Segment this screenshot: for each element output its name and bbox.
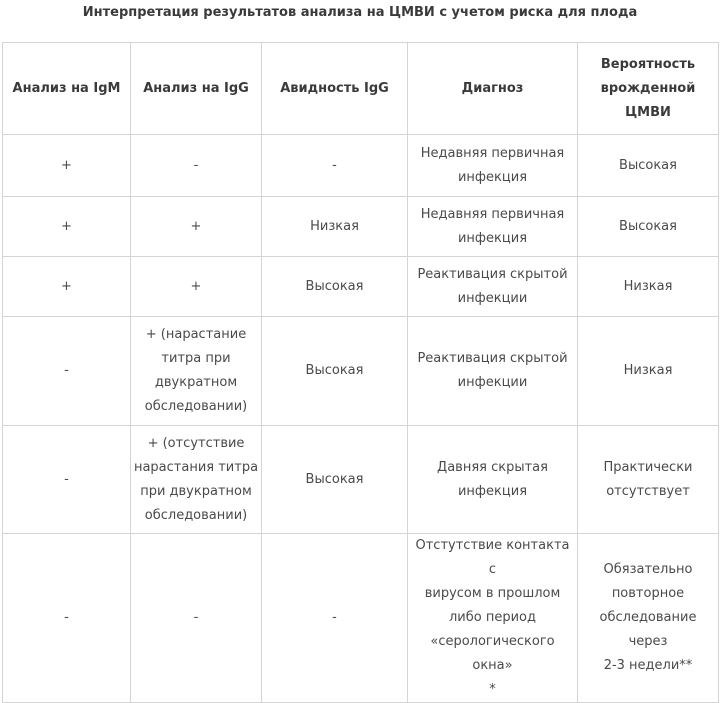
cell-avidity <box>262 135 408 197</box>
header-text: Авидность IgG <box>280 80 389 96</box>
header-text: Вероятность <box>600 56 696 72</box>
cell-text: Низкая <box>623 278 673 294</box>
cell-igm <box>3 257 131 317</box>
cell-text: «серологического окна» <box>430 634 555 673</box>
cell-text: при двукратном <box>140 483 252 499</box>
header-text: врожденной <box>600 80 696 96</box>
cell-text: Отстутствие контакта с <box>415 538 570 577</box>
results-table <box>2 42 719 703</box>
cell-diagnosis <box>408 135 578 197</box>
cell-text: + (нарастание <box>145 327 247 342</box>
cell-igm <box>3 426 131 534</box>
table-row <box>3 257 719 317</box>
cell-text: повторное <box>611 586 685 601</box>
table-row <box>3 135 719 197</box>
cell-text: 2-3 недели** <box>603 658 693 673</box>
cell-text: инфекция <box>457 230 528 246</box>
cell-text: нарастания титра <box>133 459 259 475</box>
cell-igm <box>3 534 131 703</box>
cell-text: обследовании) <box>144 399 248 414</box>
cell-text: обследование через <box>599 610 697 649</box>
cell-text: обследовании) <box>144 507 248 523</box>
cell-text: двукратном <box>154 375 238 390</box>
cell-text: Недавняя первичная <box>420 145 565 161</box>
cell-text: Реактивация скрытой <box>417 266 568 282</box>
cell-probability <box>578 317 719 426</box>
cell-text: - <box>193 157 199 173</box>
cell-text: вирусом в прошлом <box>424 586 561 601</box>
cell-igg <box>131 135 262 197</box>
header-text: Анализ на IgG <box>143 80 249 96</box>
cell-text: Высокая <box>305 278 364 294</box>
cell-avidity <box>262 426 408 534</box>
cell-text: инфекция <box>457 483 528 499</box>
cell-diagnosis <box>408 197 578 257</box>
cell-text: - <box>64 610 69 625</box>
cell-text: + <box>190 218 202 234</box>
header-text: Анализ на IgM <box>12 80 121 96</box>
cell-text: - <box>332 610 337 625</box>
cell-igg <box>131 426 262 534</box>
cell-text: Высокая <box>619 157 677 173</box>
header-diagnosis <box>408 43 578 135</box>
cell-text: отсутствует <box>606 483 690 499</box>
header-igg <box>131 43 262 135</box>
cell-avidity <box>262 317 408 426</box>
cell-text: Высокая <box>619 218 677 234</box>
cell-probability <box>578 426 719 534</box>
cell-avidity <box>262 534 408 703</box>
cell-text: + <box>61 218 72 234</box>
cell-text: - <box>193 610 199 625</box>
table-row <box>3 197 719 257</box>
cell-text: Обязательно <box>603 562 693 577</box>
cell-text: + (отсутствие <box>147 435 245 451</box>
cell-igm <box>3 317 131 426</box>
cell-text: + <box>61 157 72 173</box>
cell-text: + <box>190 278 202 294</box>
cell-text: инфекции <box>457 290 528 306</box>
cell-text: + <box>61 278 72 294</box>
cell-probability <box>578 534 719 703</box>
cell-diagnosis <box>408 317 578 426</box>
cell-probability <box>578 135 719 197</box>
header-igm <box>3 43 131 135</box>
table-row <box>3 317 719 426</box>
cell-text: Практически <box>603 459 693 475</box>
header-avidity <box>262 43 408 135</box>
table-row <box>3 534 719 703</box>
cell-probability <box>578 257 719 317</box>
cell-text: титра при <box>161 351 231 366</box>
cell-avidity <box>262 197 408 257</box>
cell-avidity <box>262 257 408 317</box>
cell-igg <box>131 257 262 317</box>
cell-text: Высокая <box>305 471 364 487</box>
cell-text: инфекции <box>457 375 528 390</box>
cell-igm <box>3 135 131 197</box>
cell-text: - <box>64 471 69 487</box>
cell-igg <box>131 317 262 426</box>
cell-text: Давняя скрытая <box>437 459 548 475</box>
cell-text: - <box>64 363 69 378</box>
cell-text: Низкая <box>310 218 359 234</box>
cell-probability <box>578 197 719 257</box>
cell-text: Реактивация скрытой <box>417 351 568 366</box>
header-text: Диагноз <box>461 80 524 96</box>
cell-text: Недавняя первичная <box>420 206 565 222</box>
cell-diagnosis <box>408 534 578 703</box>
cell-text: - <box>332 157 337 173</box>
cell-diagnosis <box>408 426 578 534</box>
header-text: ЦМВИ <box>625 104 671 120</box>
cell-igg <box>131 197 262 257</box>
cell-igm <box>3 197 131 257</box>
cell-igg <box>131 534 262 703</box>
table-row <box>3 426 719 534</box>
cell-text: Высокая <box>305 363 364 378</box>
cell-text: либо период <box>448 610 536 625</box>
cell-text: инфекция <box>457 169 528 185</box>
cell-text: * <box>489 682 496 697</box>
table-header-row <box>3 43 719 135</box>
header-probability <box>578 43 719 135</box>
cell-text: Низкая <box>623 363 673 378</box>
cell-diagnosis <box>408 257 578 317</box>
page-title: Интерпретация результатов анализа на ЦМВИ с учетом риска для плода <box>82 5 638 20</box>
